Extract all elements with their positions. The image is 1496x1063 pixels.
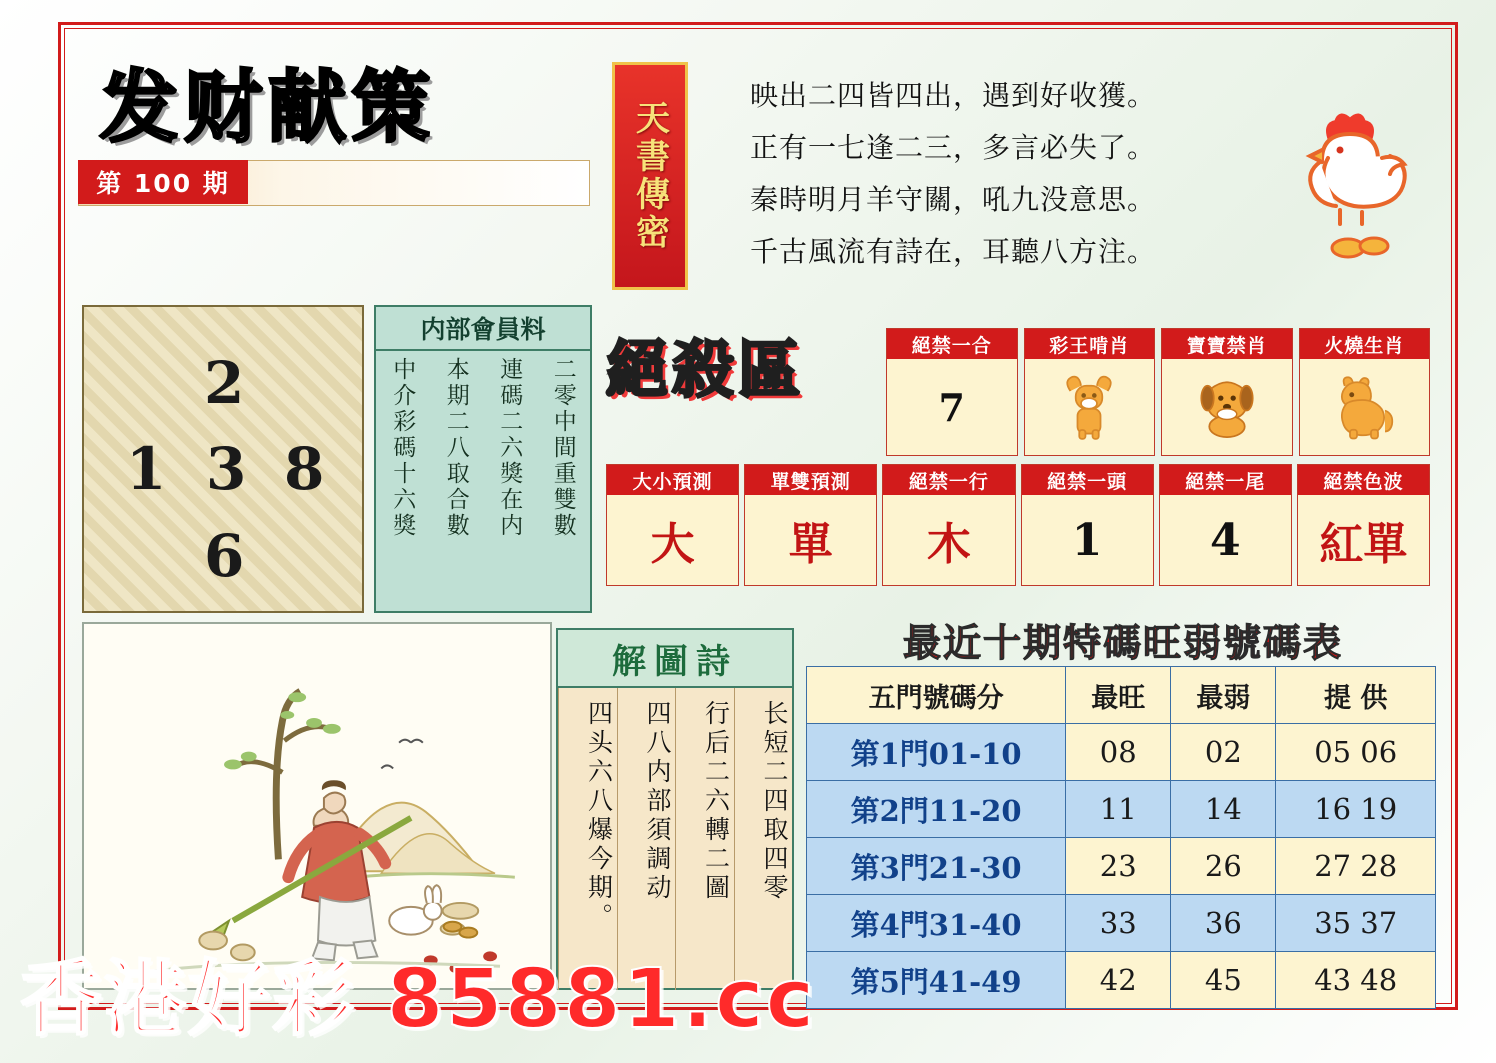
killzone-cell-dog [1161, 328, 1293, 456]
row-2-offer: 16 19 [1276, 781, 1436, 838]
poem-box-col-1: 长短二四取四零 [734, 688, 793, 990]
row-4-cold: 36 [1171, 895, 1276, 952]
th-hot: 最旺 [1066, 667, 1171, 724]
prediction-oddeven [744, 464, 877, 586]
ban-element-value: 木 [883, 495, 1014, 585]
killzone-cell-horse [1299, 328, 1431, 456]
killzone-cell-ox [1024, 328, 1156, 456]
row-3-offer: 27 28 [1276, 838, 1436, 895]
killzone-cell-ox-header: 彩王啃肖 [1025, 329, 1155, 359]
table-row [807, 781, 1436, 838]
issue-badge: 第 100 期 [78, 160, 248, 204]
dog-icon [1162, 359, 1292, 455]
row-3-men: 第3門21-30 [807, 838, 1066, 895]
prediction-size [606, 464, 739, 586]
poem-block [750, 70, 1220, 278]
killzone-cell-horse-header: 火燒生肖 [1300, 329, 1430, 359]
prediction-oddeven-header: 單雙預測 [745, 465, 876, 495]
killzone-row-1 [886, 328, 1430, 456]
th-offer: 提 供 [1276, 667, 1436, 724]
row-2-men: 第2門11-20 [807, 781, 1066, 838]
ban-head-value: 1 [1022, 495, 1153, 585]
lucky-number-1: 2 [204, 349, 245, 417]
horse-icon [1300, 359, 1430, 455]
row-4-offer: 35 37 [1276, 895, 1436, 952]
ban-tail-value: 4 [1160, 495, 1291, 585]
row-4-hot: 33 [1066, 895, 1171, 952]
table-row [807, 838, 1436, 895]
lucky-number-3: 3 [206, 435, 247, 503]
row-5-hot: 42 [1066, 952, 1171, 1009]
lucky-number-box [82, 305, 364, 613]
row-2-hot: 11 [1066, 781, 1171, 838]
rooster-icon [1270, 88, 1430, 278]
ban-color [1297, 464, 1430, 586]
th-men: 五門號碼分 [807, 667, 1066, 724]
poem-line-3: 秦時明月羊守關，吼九没意思。 [750, 183, 1157, 216]
killzone-title: 絕殺區 [606, 333, 805, 406]
page-title [100, 58, 600, 158]
row-1-hot: 08 [1066, 724, 1171, 781]
row-1-cold: 02 [1171, 724, 1276, 781]
member-info-box [374, 305, 592, 613]
row-5-cold: 45 [1171, 952, 1276, 1009]
poem-box [556, 628, 794, 990]
member-line-1: 二零中間重雙數 [549, 357, 576, 539]
ban-head [1021, 464, 1154, 586]
poem-line-2: 正有一七逢二三，多言必失了。 [750, 131, 1157, 164]
poem-line-4: 千古風流有詩在，耳聽八方注。 [750, 235, 1157, 268]
lucky-number-2: 1 [126, 435, 167, 503]
table-header-row [807, 667, 1436, 724]
killzone-cell-he-header: 絕禁一合 [887, 329, 1017, 359]
ox-icon [1025, 359, 1155, 455]
ban-element-header: 絕禁一行 [883, 465, 1014, 495]
poem-box-col-2: 行后二六轉二圖 [675, 688, 734, 990]
table-row [807, 895, 1436, 952]
member-info-title: 内部會員料 [376, 307, 590, 351]
table-title: 最近十期特碼旺弱號碼表 [902, 620, 1343, 665]
lucky-number-4: 8 [284, 435, 325, 503]
poem-line-1: 映出二四皆四出，遇到好收獲。 [750, 79, 1157, 112]
row-2-cold: 14 [1171, 781, 1276, 838]
vertical-banner-text: 天書傳密 [629, 100, 670, 252]
killzone-cell-he [886, 328, 1018, 456]
row-4-men: 第4門31-40 [807, 895, 1066, 952]
killzone-row-2 [606, 464, 1430, 586]
table-row [807, 724, 1436, 781]
lucky-number-5: 6 [204, 522, 245, 590]
member-line-4: 中介彩碼十六獎 [389, 357, 416, 539]
row-5-offer: 43 48 [1276, 952, 1436, 1009]
watermark: 香港好彩 85881.cc [20, 952, 817, 1047]
poem-box-col-4: 四头六八爆今期。 [558, 688, 617, 990]
member-line-3: 本期二八取合數 [442, 357, 469, 539]
prediction-size-header: 大小預測 [607, 465, 738, 495]
killzone-cell-he-value: 7 [887, 359, 1017, 455]
ban-color-value: 紅單 [1298, 495, 1429, 585]
ban-tail-header: 絕禁一尾 [1160, 465, 1291, 495]
vertical-banner [612, 62, 688, 290]
member-info-body [376, 351, 590, 619]
farmer-illustration [82, 622, 552, 990]
member-line-2: 連碼二六獎在内 [496, 357, 523, 539]
title-text: 发财献策 [100, 63, 437, 153]
row-3-hot: 23 [1066, 838, 1171, 895]
row-5-men: 第5門41-49 [807, 952, 1066, 1009]
ban-tail [1159, 464, 1292, 586]
killzone-cell-dog-header: 寶寶禁肖 [1162, 329, 1292, 359]
th-cold: 最弱 [1171, 667, 1276, 724]
ban-head-header: 絕禁一頭 [1022, 465, 1153, 495]
prediction-size-value: 大 [607, 495, 738, 585]
row-1-men: 第1門01-10 [807, 724, 1066, 781]
ban-element [882, 464, 1015, 586]
row-3-cold: 26 [1171, 838, 1276, 895]
row-1-offer: 05 06 [1276, 724, 1436, 781]
poem-box-col-3: 四八内部須調动 [617, 688, 676, 990]
poem-box-title: 解圖詩 [558, 630, 792, 688]
prediction-oddeven-value: 單 [745, 495, 876, 585]
ban-color-header: 絕禁色波 [1298, 465, 1429, 495]
